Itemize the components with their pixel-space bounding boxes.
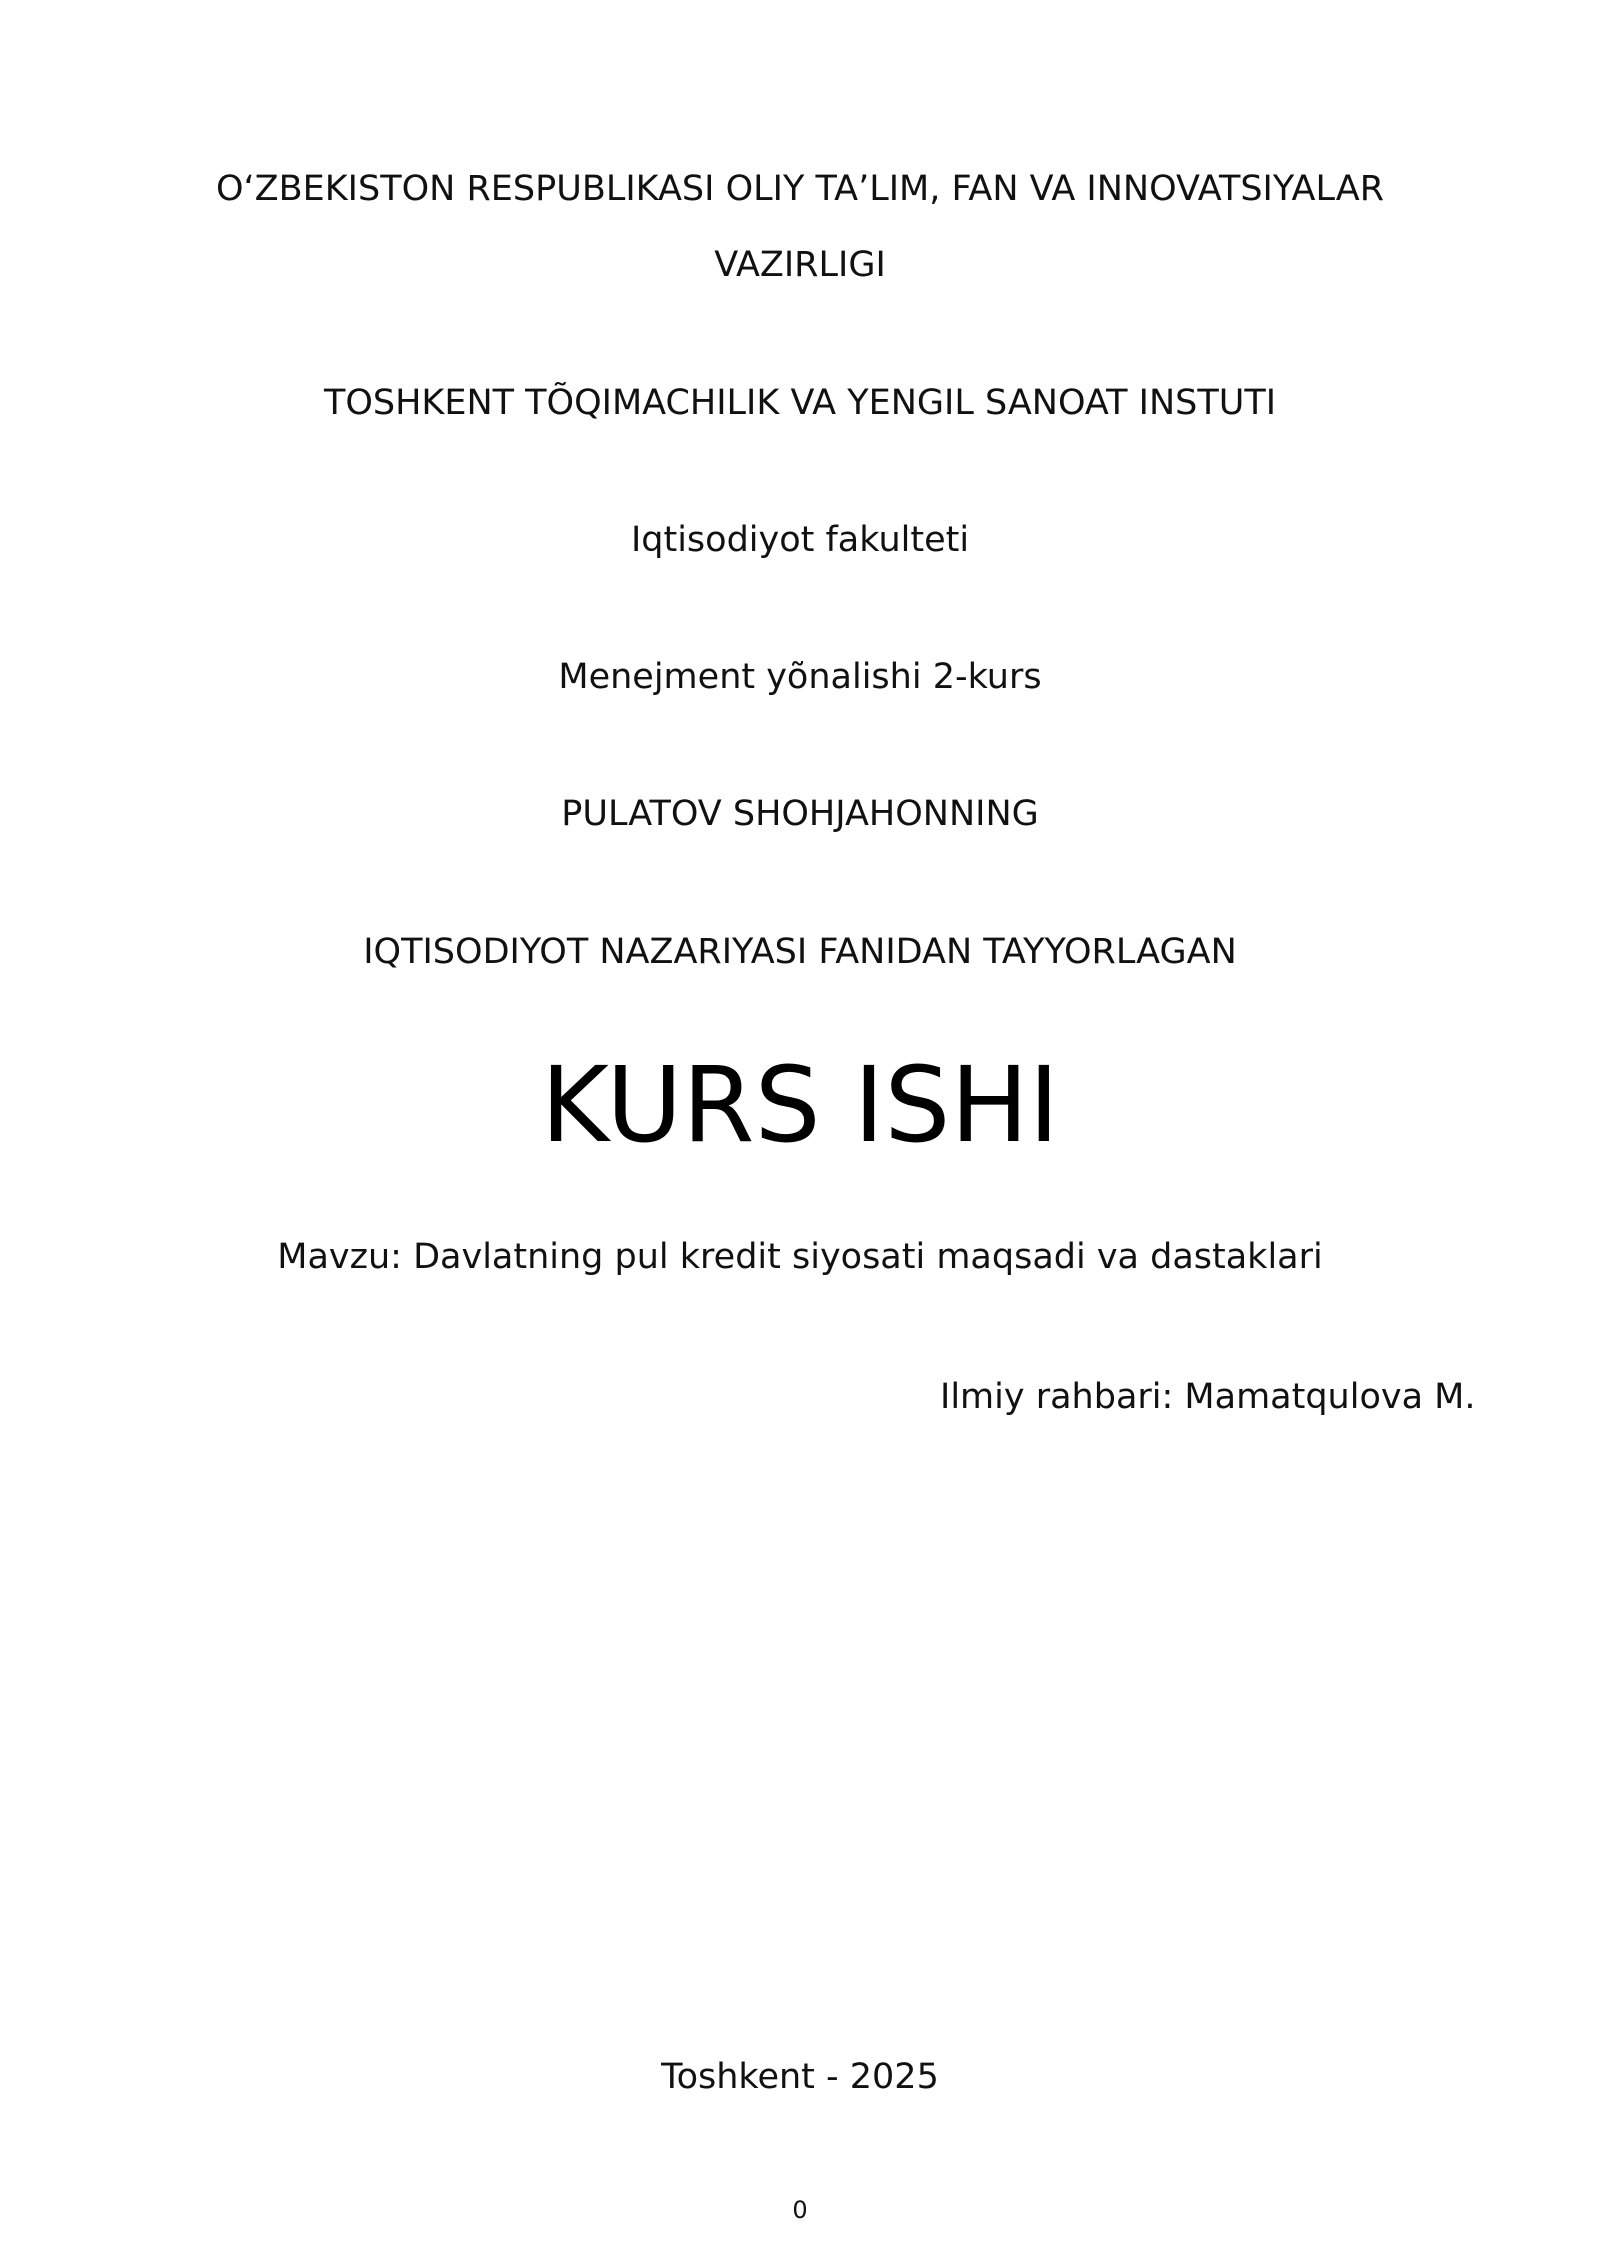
faculty-name: Iqtisodiyot fakulteti [630, 520, 970, 560]
topic-line: Mavzu: Davlatning pul kredit siyosati maqsadi va dastaklari [277, 1237, 1323, 1277]
study-direction: Menejment yõnalishi 2-kurs [558, 657, 1042, 697]
ministry-line-1: O‘ZBEKISTON RESPUBLIKASI OLIY TA’LIM, FAN VA INNOVATSIYALAR [215, 169, 1385, 209]
city-year: Toshkent - 2025 [661, 2057, 939, 2097]
institute-name: TOSHKENT TÕQIMACHILIK VA YENGIL SANOAT INSTUTI [323, 383, 1277, 423]
document-title: KURS ISHI [540, 1044, 1060, 1166]
subject-line: IQTISODIYOT NAZARIYASI FANIDAN TAYYORLAGAN [363, 932, 1237, 972]
student-name: PULATOV SHOHJAHONNING [561, 794, 1039, 834]
ministry-line-2: VAZIRLIGI [714, 245, 886, 285]
page-number: 0 [792, 2196, 808, 2224]
supervisor-line: Ilmiy rahbari: Mamatqulova M. [940, 1377, 1476, 1417]
